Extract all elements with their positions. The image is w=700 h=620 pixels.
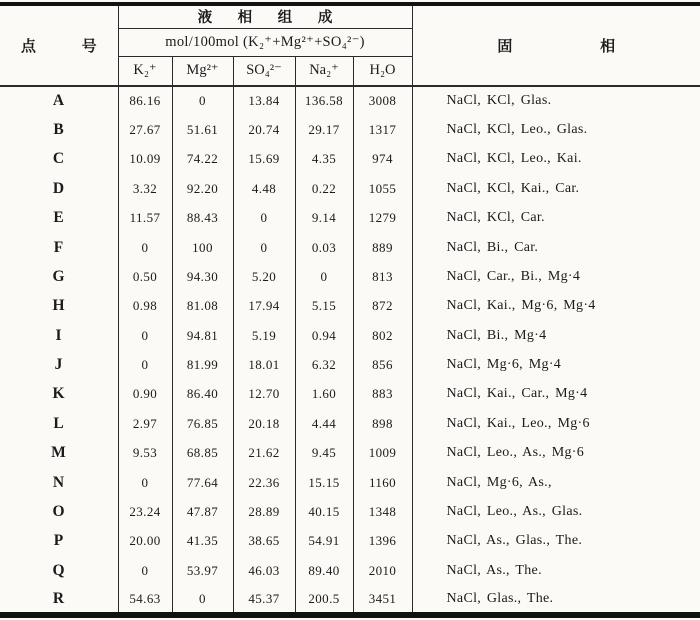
value-cell-k2: 20.00 [118,527,172,556]
value-cell-mg2: 92.20 [172,174,233,203]
value-cell-h2o: 974 [353,145,412,174]
value-cell-na2: 15.15 [295,468,353,497]
value-cell-mg2: 51.61 [172,115,233,144]
value-cell-h2o: 872 [353,292,412,321]
value-cell-h2o: 2010 [353,556,412,585]
value-cell-so4: 15.69 [233,145,295,174]
value-cell-mg2: 53.97 [172,556,233,585]
value-cell-mg2: 74.22 [172,145,233,174]
value-cell-so4: 13.84 [233,86,295,115]
value-cell-k2: 0 [118,350,172,379]
solid-phase-cell: NaCl, Bi., Car. [412,233,700,262]
value-cell-k2: 0 [118,468,172,497]
value-cell-na2: 6.32 [295,350,353,379]
value-cell-mg2: 88.43 [172,204,233,233]
value-cell-h2o: 1055 [353,174,412,203]
value-cell-na2: 54.91 [295,527,353,556]
solid-phase-cell: NaCl, KCl, Leo., Glas. [412,115,700,144]
value-cell-k2: 11.57 [118,204,172,233]
table-row [0,585,700,615]
point-cell: B [0,115,118,144]
table-row [0,233,700,262]
value-cell-so4: 0 [233,204,295,233]
value-cell-so4: 0 [233,233,295,262]
table-row [0,145,700,174]
value-cell-na2: 0.03 [295,233,353,262]
value-cell-na2: 89.40 [295,556,353,585]
point-cell: D [0,174,118,203]
value-cell-so4: 22.36 [233,468,295,497]
point-cell: O [0,497,118,526]
unit-formula-header: mol/100mol (K₂⁺+Mg²⁺+SO₄²⁻) [118,28,412,56]
value-cell-mg2: 68.85 [172,439,233,468]
value-cell-mg2: 94.30 [172,262,233,291]
table-row [0,204,700,233]
value-cell-na2: 4.35 [295,145,353,174]
value-cell-k2: 9.53 [118,439,172,468]
value-cell-na2: 1.60 [295,380,353,409]
value-cell-k2: 0 [118,556,172,585]
value-cell-h2o: 1279 [353,204,412,233]
value-cell-k2: 0 [118,233,172,262]
value-cell-so4: 45.37 [233,585,295,615]
column-header-k2: K₂⁺ [118,56,172,86]
value-cell-k2: 54.63 [118,585,172,615]
value-cell-so4: 5.19 [233,321,295,350]
table-row [0,439,700,468]
value-cell-so4: 20.18 [233,409,295,438]
point-cell: Q [0,556,118,585]
solid-phase-cell: NaCl, Glas., The. [412,585,700,615]
value-cell-h2o: 1348 [353,497,412,526]
table-row [0,380,700,409]
solid-phase-cell: NaCl, Kai., Car., Mg·4 [412,380,700,409]
table-body [0,86,700,615]
point-cell: R [0,585,118,615]
solid-phase-cell: NaCl, Car., Bi., Mg·4 [412,262,700,291]
table-row [0,86,700,115]
solid-phase-cell: NaCl, KCl, Glas. [412,86,700,115]
value-cell-mg2: 77.64 [172,468,233,497]
solid-phase-cell: NaCl, Kai., Mg·6, Mg·4 [412,292,700,321]
liquid-phase-composition-header: 液 相 组 成 [118,4,412,28]
table-row [0,468,700,497]
value-cell-h2o: 1317 [353,115,412,144]
value-cell-so4: 38.65 [233,527,295,556]
table-row [0,409,700,438]
value-cell-k2: 0.90 [118,380,172,409]
value-cell-mg2: 94.81 [172,321,233,350]
solid-phase-cell: NaCl, Bi., Mg·4 [412,321,700,350]
point-cell: J [0,350,118,379]
value-cell-k2: 10.09 [118,145,172,174]
solid-phase-cell: NaCl, KCl, Leo., Kai. [412,145,700,174]
phase-composition-table [0,2,700,618]
solid-phase-header: 固 相 [412,4,700,86]
value-cell-mg2: 81.08 [172,292,233,321]
solid-phase-cell: NaCl, As., Glas., The. [412,527,700,556]
point-cell: K [0,380,118,409]
value-cell-na2: 136.58 [295,86,353,115]
solid-phase-cell: NaCl, As., The. [412,556,700,585]
table-row [0,115,700,144]
value-cell-na2: 200.5 [295,585,353,615]
value-cell-so4: 21.62 [233,439,295,468]
value-cell-mg2: 0 [172,86,233,115]
value-cell-h2o: 1009 [353,439,412,468]
value-cell-h2o: 3451 [353,585,412,615]
value-cell-k2: 3.32 [118,174,172,203]
value-cell-so4: 28.89 [233,497,295,526]
table-row [0,321,700,350]
value-cell-mg2: 81.99 [172,350,233,379]
value-cell-na2: 9.14 [295,204,353,233]
value-cell-k2: 86.16 [118,86,172,115]
point-cell: M [0,439,118,468]
table-row [0,262,700,291]
header-row-title [0,4,700,28]
value-cell-k2: 0.98 [118,292,172,321]
value-cell-mg2: 47.87 [172,497,233,526]
value-cell-na2: 0.22 [295,174,353,203]
column-header-h2o: H₂O [353,56,412,86]
value-cell-na2: 40.15 [295,497,353,526]
value-cell-k2: 27.67 [118,115,172,144]
table-row [0,174,700,203]
value-cell-k2: 23.24 [118,497,172,526]
solid-phase-cell: NaCl, Kai., Leo., Mg·6 [412,409,700,438]
value-cell-mg2: 100 [172,233,233,262]
column-header-so4: SO₄²⁻ [233,56,295,86]
value-cell-h2o: 813 [353,262,412,291]
value-cell-mg2: 0 [172,585,233,615]
point-cell: I [0,321,118,350]
solid-phase-cell: NaCl, KCl, Kai., Car. [412,174,700,203]
value-cell-k2: 2.97 [118,409,172,438]
point-cell: E [0,204,118,233]
value-cell-na2: 5.15 [295,292,353,321]
value-cell-h2o: 1396 [353,527,412,556]
solid-phase-cell: NaCl, Mg·6, As., [412,468,700,497]
value-cell-h2o: 3008 [353,86,412,115]
table-row [0,292,700,321]
point-cell: P [0,527,118,556]
value-cell-na2: 0 [295,262,353,291]
value-cell-h2o: 889 [353,233,412,262]
value-cell-so4: 17.94 [233,292,295,321]
value-cell-na2: 0.94 [295,321,353,350]
value-cell-h2o: 883 [353,380,412,409]
point-cell: L [0,409,118,438]
value-cell-na2: 9.45 [295,439,353,468]
value-cell-na2: 4.44 [295,409,353,438]
solid-phase-cell: NaCl, KCl, Car. [412,204,700,233]
column-header-mg2: Mg²⁺ [172,56,233,86]
value-cell-mg2: 41.35 [172,527,233,556]
value-cell-h2o: 898 [353,409,412,438]
point-cell: N [0,468,118,497]
table-row [0,497,700,526]
value-cell-so4: 4.48 [233,174,295,203]
value-cell-h2o: 1160 [353,468,412,497]
value-cell-h2o: 802 [353,321,412,350]
point-cell: G [0,262,118,291]
value-cell-mg2: 76.85 [172,409,233,438]
column-header-na2: Na₂⁺ [295,56,353,86]
value-cell-h2o: 856 [353,350,412,379]
point-number-header: 点 号 [0,4,118,86]
value-cell-so4: 20.74 [233,115,295,144]
value-cell-k2: 0.50 [118,262,172,291]
point-cell: C [0,145,118,174]
value-cell-na2: 29.17 [295,115,353,144]
point-cell: F [0,233,118,262]
solid-phase-cell: NaCl, Leo., As., Mg·6 [412,439,700,468]
value-cell-mg2: 86.40 [172,380,233,409]
value-cell-so4: 46.03 [233,556,295,585]
solid-phase-cell: NaCl, Leo., As., Glas. [412,497,700,526]
solid-phase-cell: NaCl, Mg·6, Mg·4 [412,350,700,379]
value-cell-k2: 0 [118,321,172,350]
value-cell-so4: 5.20 [233,262,295,291]
table-row [0,350,700,379]
value-cell-so4: 18.01 [233,350,295,379]
value-cell-so4: 12.70 [233,380,295,409]
point-cell: A [0,86,118,115]
table-row [0,527,700,556]
point-cell: H [0,292,118,321]
table-row [0,556,700,585]
